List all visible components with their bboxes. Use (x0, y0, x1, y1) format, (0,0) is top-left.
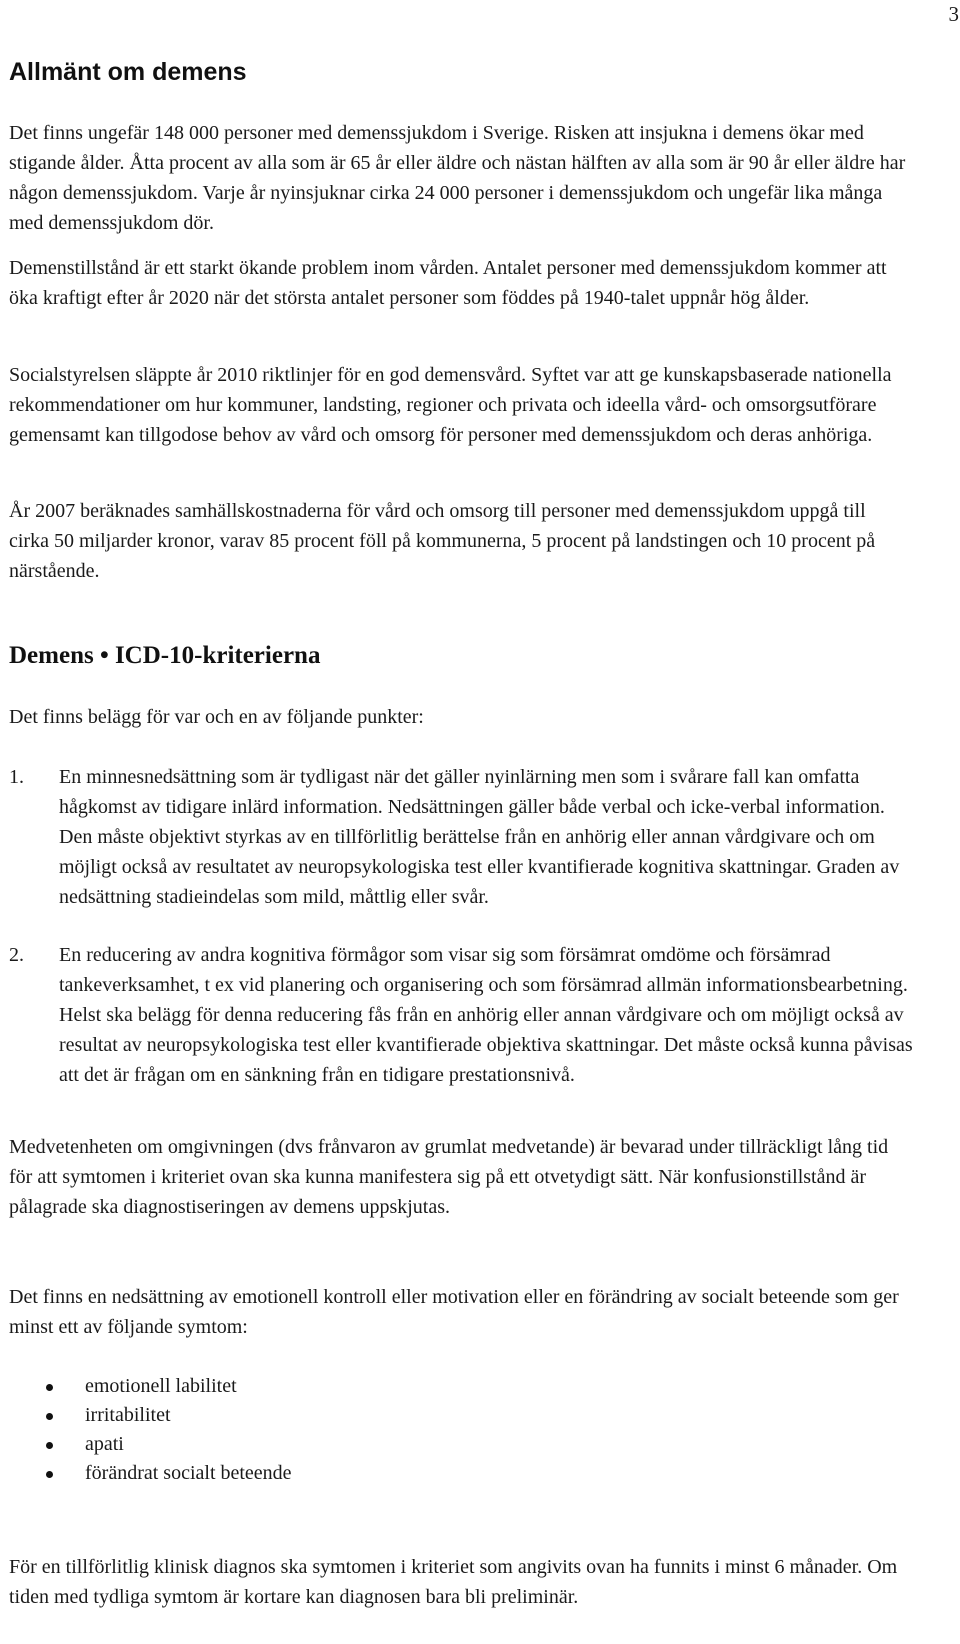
list-item (9, 1372, 609, 1401)
list-item (9, 1459, 609, 1488)
section-heading-dementia-general: Allmänt om demens (9, 58, 247, 86)
list-number: 1. (9, 766, 24, 788)
list-item-text: En reducering av andra kognitiva förmågor som visar sig som försämrat omdöme och försämrad tankeverksamhet, t ex vid planering och organisering och som försämrad allmän informationsbearbetning. Helst ska belägg för denna reducering fås från en anhörig eller annan vårdgivare och om möjligt också av resultat av neuropsykologiska test eller kvantifierade objektiva skattningar. Det måste också kunna påvisas att det är frågan om en sänkning från en tidigare prestationsnivå. (59, 944, 913, 1086)
section-heading-icd10-criteria: Demens • ICD-10-kriterierna (9, 642, 321, 669)
bullet-text: apati (85, 1433, 124, 1455)
bullet-text: emotionell labilitet (85, 1375, 237, 1397)
bullet-icon (46, 1471, 53, 1478)
list-item-text: En minnesnedsättning som är tydligast när det gäller nyinlärning men som i svårare fall kan omfatta hågkomst av tidigare inlärd information. Nedsättningen gäller både verbal och icke-verbal information. Den måste objektivt styrkas av en tillförlitlig berättelse från en anhörig eller annan vårdgivare och om möjligt också av resultatet av neuropsykologiska test eller kvantifierade kognitiva skattningar. Graden av nedsättning stadieindelas som mild, måttlig eller svår. (59, 766, 900, 908)
symptom-bullet-list (9, 1372, 609, 1488)
page-number: 3 (948, 2, 959, 26)
paragraph-costs: År 2007 beräknades samhällskostnaderna för vård och omsorg till personer med demenssjukdom uppgå till cirka 50 miljarder kronor, varav 85 procent föll på kommunerna, 5 procent på landstingen och 10 procent på närstående. (9, 500, 876, 582)
list-number: 2. (9, 944, 24, 966)
bullet-icon (46, 1384, 53, 1391)
bullet-icon (46, 1442, 53, 1449)
paragraph-awareness: Medvetenheten om omgivningen (dvs frånvaron av grumlat medvetande) är bevarad under tillräckligt lång tid för att symtomen i kriteriet ovan ska kunna manifestera sig på ett otvetydigt sätt. När konfusionstillstånd är pålagrade ska diagnostiseringen av demens uppskjutas. (9, 1136, 889, 1218)
bullet-text: förändrat socialt beteende (85, 1462, 292, 1484)
paragraph-increasing-problem: Demenstillstånd är ett starkt ökande problem inom vården. Antalet personer med demenssjukdom kommer att öka kraftigt efter år 2020 när det största antalet personer som föddes på 1940-talet uppnår hög ålder. (9, 257, 887, 309)
bullet-icon (46, 1413, 53, 1420)
bullet-text: irritabilitet (85, 1404, 171, 1426)
paragraph-emotional-control: Det finns en nedsättning av emotionell kontroll eller motivation eller en förändring av socialt beteende som ger minst ett av följande symtom: (9, 1286, 899, 1338)
paragraph-guidelines: Socialstyrelsen släppte år 2010 riktlinjer för en god demensvård. Syftet var att ge kunskapsbaserade nationella rekommendationer om hur kommuner, landsting, regioner och privata och ideella vård- och omsorgsutförare gemensamt kan tillgodose behov av vård och omsorg för personer med demenssjukdom och deras anhöriga. (9, 364, 892, 446)
paragraph-prevalence: Det finns ungefär 148 000 personer med demenssjukdom i Sverige. Risken att insjukna i demens ökar med stigande ålder. Åtta procent av alla som är 65 år eller äldre och nästan hälften av alla som är 90 år eller äldre har någon demenssjukdom. Varje år nyinsjuknar cirka 24 000 personer i demenssjukdom och ungefär lika många med demenssjukdom dör. (9, 122, 906, 234)
paragraph-criteria-intro: Det finns belägg för var och en av följande punkter: (9, 706, 424, 728)
list-item (9, 1401, 609, 1430)
list-item (9, 1430, 609, 1459)
document-page (9, 0, 959, 1644)
paragraph-duration: För en tillförlitlig klinisk diagnos ska symtomen i kriteriet som angivits ovan ha funnits i minst 6 månader. Om tiden med tydliga symtom är kortare kan diagnosen bara bli preliminär. (9, 1556, 898, 1608)
